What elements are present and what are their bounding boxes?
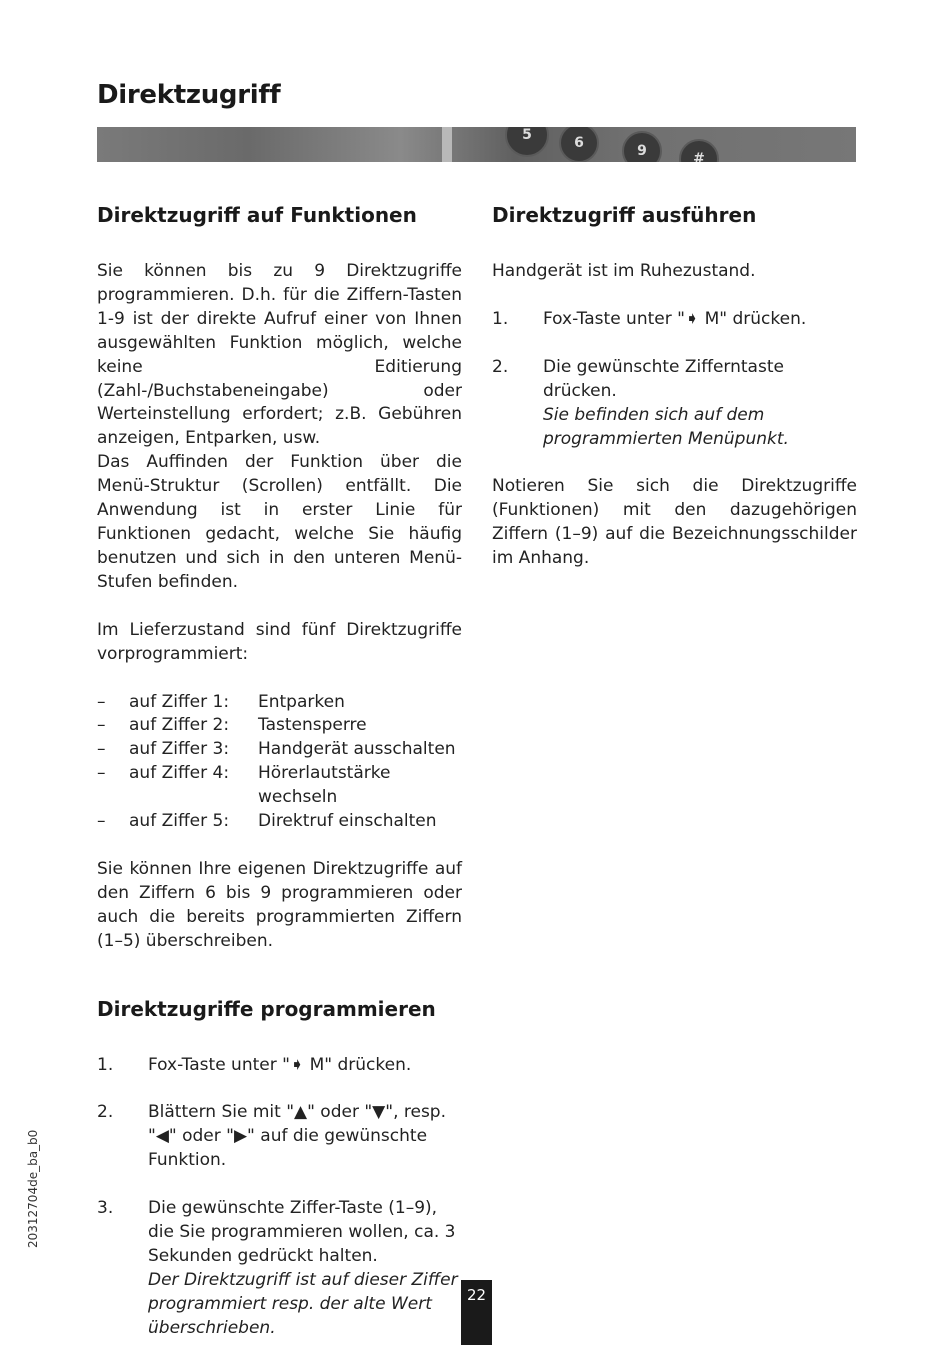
step-text: Die gewünschte Ziffer-Taste (1–9), die Sie programmieren wollen, ca. 3 Sekunden gedrückt halten. <box>148 1198 456 1266</box>
step-body <box>543 356 857 452</box>
step-result: Der Direktzugriff ist auf dieser Ziffer programmiert resp. der alte Wert überschrieben. <box>148 1269 458 1338</box>
list-label: auf Ziffer 4: <box>129 763 230 784</box>
page-number: 22 <box>461 1280 492 1345</box>
banner-key: # <box>679 139 719 162</box>
section-heading-execute: Direktzugriff ausführen <box>492 203 757 227</box>
note-paragraph: Notieren Sie sich die Direktzugriffe (Funktionen) mit den dazugehörigen Ziffern (1–9) auf die Bezeichnungsschilder im Anhang. <box>492 476 857 569</box>
list-item <box>97 810 462 834</box>
step-number: 1. <box>97 1054 114 1075</box>
intro-text-2: Das Auffinden der Funktion über die Menü-Struktur (Scrollen) entfällt. Die Anwendung ist in erster Linie für Funktionen gedacht, welche Sie häufig benutzen und sich in den unteren Menü-Stufen befinden. <box>97 452 462 592</box>
preset-list <box>97 691 462 834</box>
list-label: auf Ziffer 5: <box>129 811 230 832</box>
list-value: Entparken <box>258 691 345 712</box>
step-number: 1. <box>492 308 509 329</box>
list-dash: – <box>97 811 106 832</box>
step-number: 2. <box>97 1102 114 1123</box>
list-dash: – <box>97 763 106 784</box>
step-text: Blättern Sie mit "▲" oder "▼", resp. "◀" oder "▶" auf die gewünschte Funktion. <box>148 1102 446 1171</box>
step-text: Die gewünschte Zifferntaste drücken. <box>543 356 784 401</box>
banner-key: 5 <box>505 127 549 157</box>
list-label: auf Ziffer 3: <box>129 739 230 760</box>
list-label: auf Ziffer 1: <box>129 691 230 712</box>
section-heading-functions: Direktzugriff auf Funktionen <box>97 203 417 227</box>
step-item <box>492 308 857 332</box>
section-heading-programming: Direktzugriffe programmieren <box>97 996 436 1021</box>
page-title: Direktzugriff <box>97 80 281 110</box>
list-item <box>97 762 462 810</box>
right-column <box>492 200 857 595</box>
list-value: Tastensperre <box>258 715 367 736</box>
step-result: Sie befinden sich auf dem programmierten Menüpunkt. <box>543 404 789 449</box>
header-banner-photo <box>97 127 856 162</box>
list-dash: – <box>97 691 106 712</box>
intro-paragraph <box>97 260 462 595</box>
step-item <box>492 356 857 452</box>
step-item <box>97 1197 462 1340</box>
execute-steps <box>492 308 857 452</box>
list-item <box>97 738 462 762</box>
list-value: Direktruf einschalten <box>258 811 437 832</box>
list-value: Handgerät ausschalten <box>258 739 456 760</box>
list-label: auf Ziffer 2: <box>129 715 230 736</box>
step-item <box>97 1054 462 1078</box>
list-item <box>97 714 462 738</box>
banner-key: 6 <box>559 127 599 162</box>
list-item <box>97 691 462 715</box>
step-text: Fox-Taste unter "➧ M" drücken. <box>543 308 807 329</box>
intro-text: Sie können bis zu 9 Direktzugriffe programmieren. D.h. für die Ziffern-Tasten 1-9 ist der direkte Aufruf einer von Ihnen ausgewählten Funktion möglich, welche keine Editierung (Zahl-/Buchstabeneingabe) oder Werteinstellung erfordert; z.B. Gebühren anzeigen, Entparken, usw. <box>97 261 462 449</box>
list-dash: – <box>97 715 106 736</box>
step-body <box>148 1197 462 1340</box>
banner-key: 9 <box>622 131 662 162</box>
left-column <box>97 200 462 1365</box>
step-text: Fox-Taste unter "➧ M" drücken. <box>148 1054 412 1075</box>
banner-stripe <box>442 127 452 162</box>
list-value: Hörerlautstärke wechseln <box>258 763 391 808</box>
list-dash: – <box>97 739 106 760</box>
idle-state-text: Handgerät ist im Ruhezustand. <box>492 261 756 281</box>
own-shortcuts-paragraph: Sie können Ihre eigenen Direktzugriffe auf den Ziffern 6 bis 9 programmieren oder auch die bereits programmierten Ziffern (1–5) überschreiben. <box>97 858 462 951</box>
step-number: 3. <box>97 1198 114 1219</box>
preset-intro: Im Lieferzustand sind fünf Direktzugriffe vorprogrammiert: <box>97 619 462 664</box>
step-number: 2. <box>492 356 509 377</box>
programming-steps <box>97 1054 462 1341</box>
document-id: 20312704de_ba_b0 <box>26 1129 40 1248</box>
step-item <box>97 1101 462 1173</box>
